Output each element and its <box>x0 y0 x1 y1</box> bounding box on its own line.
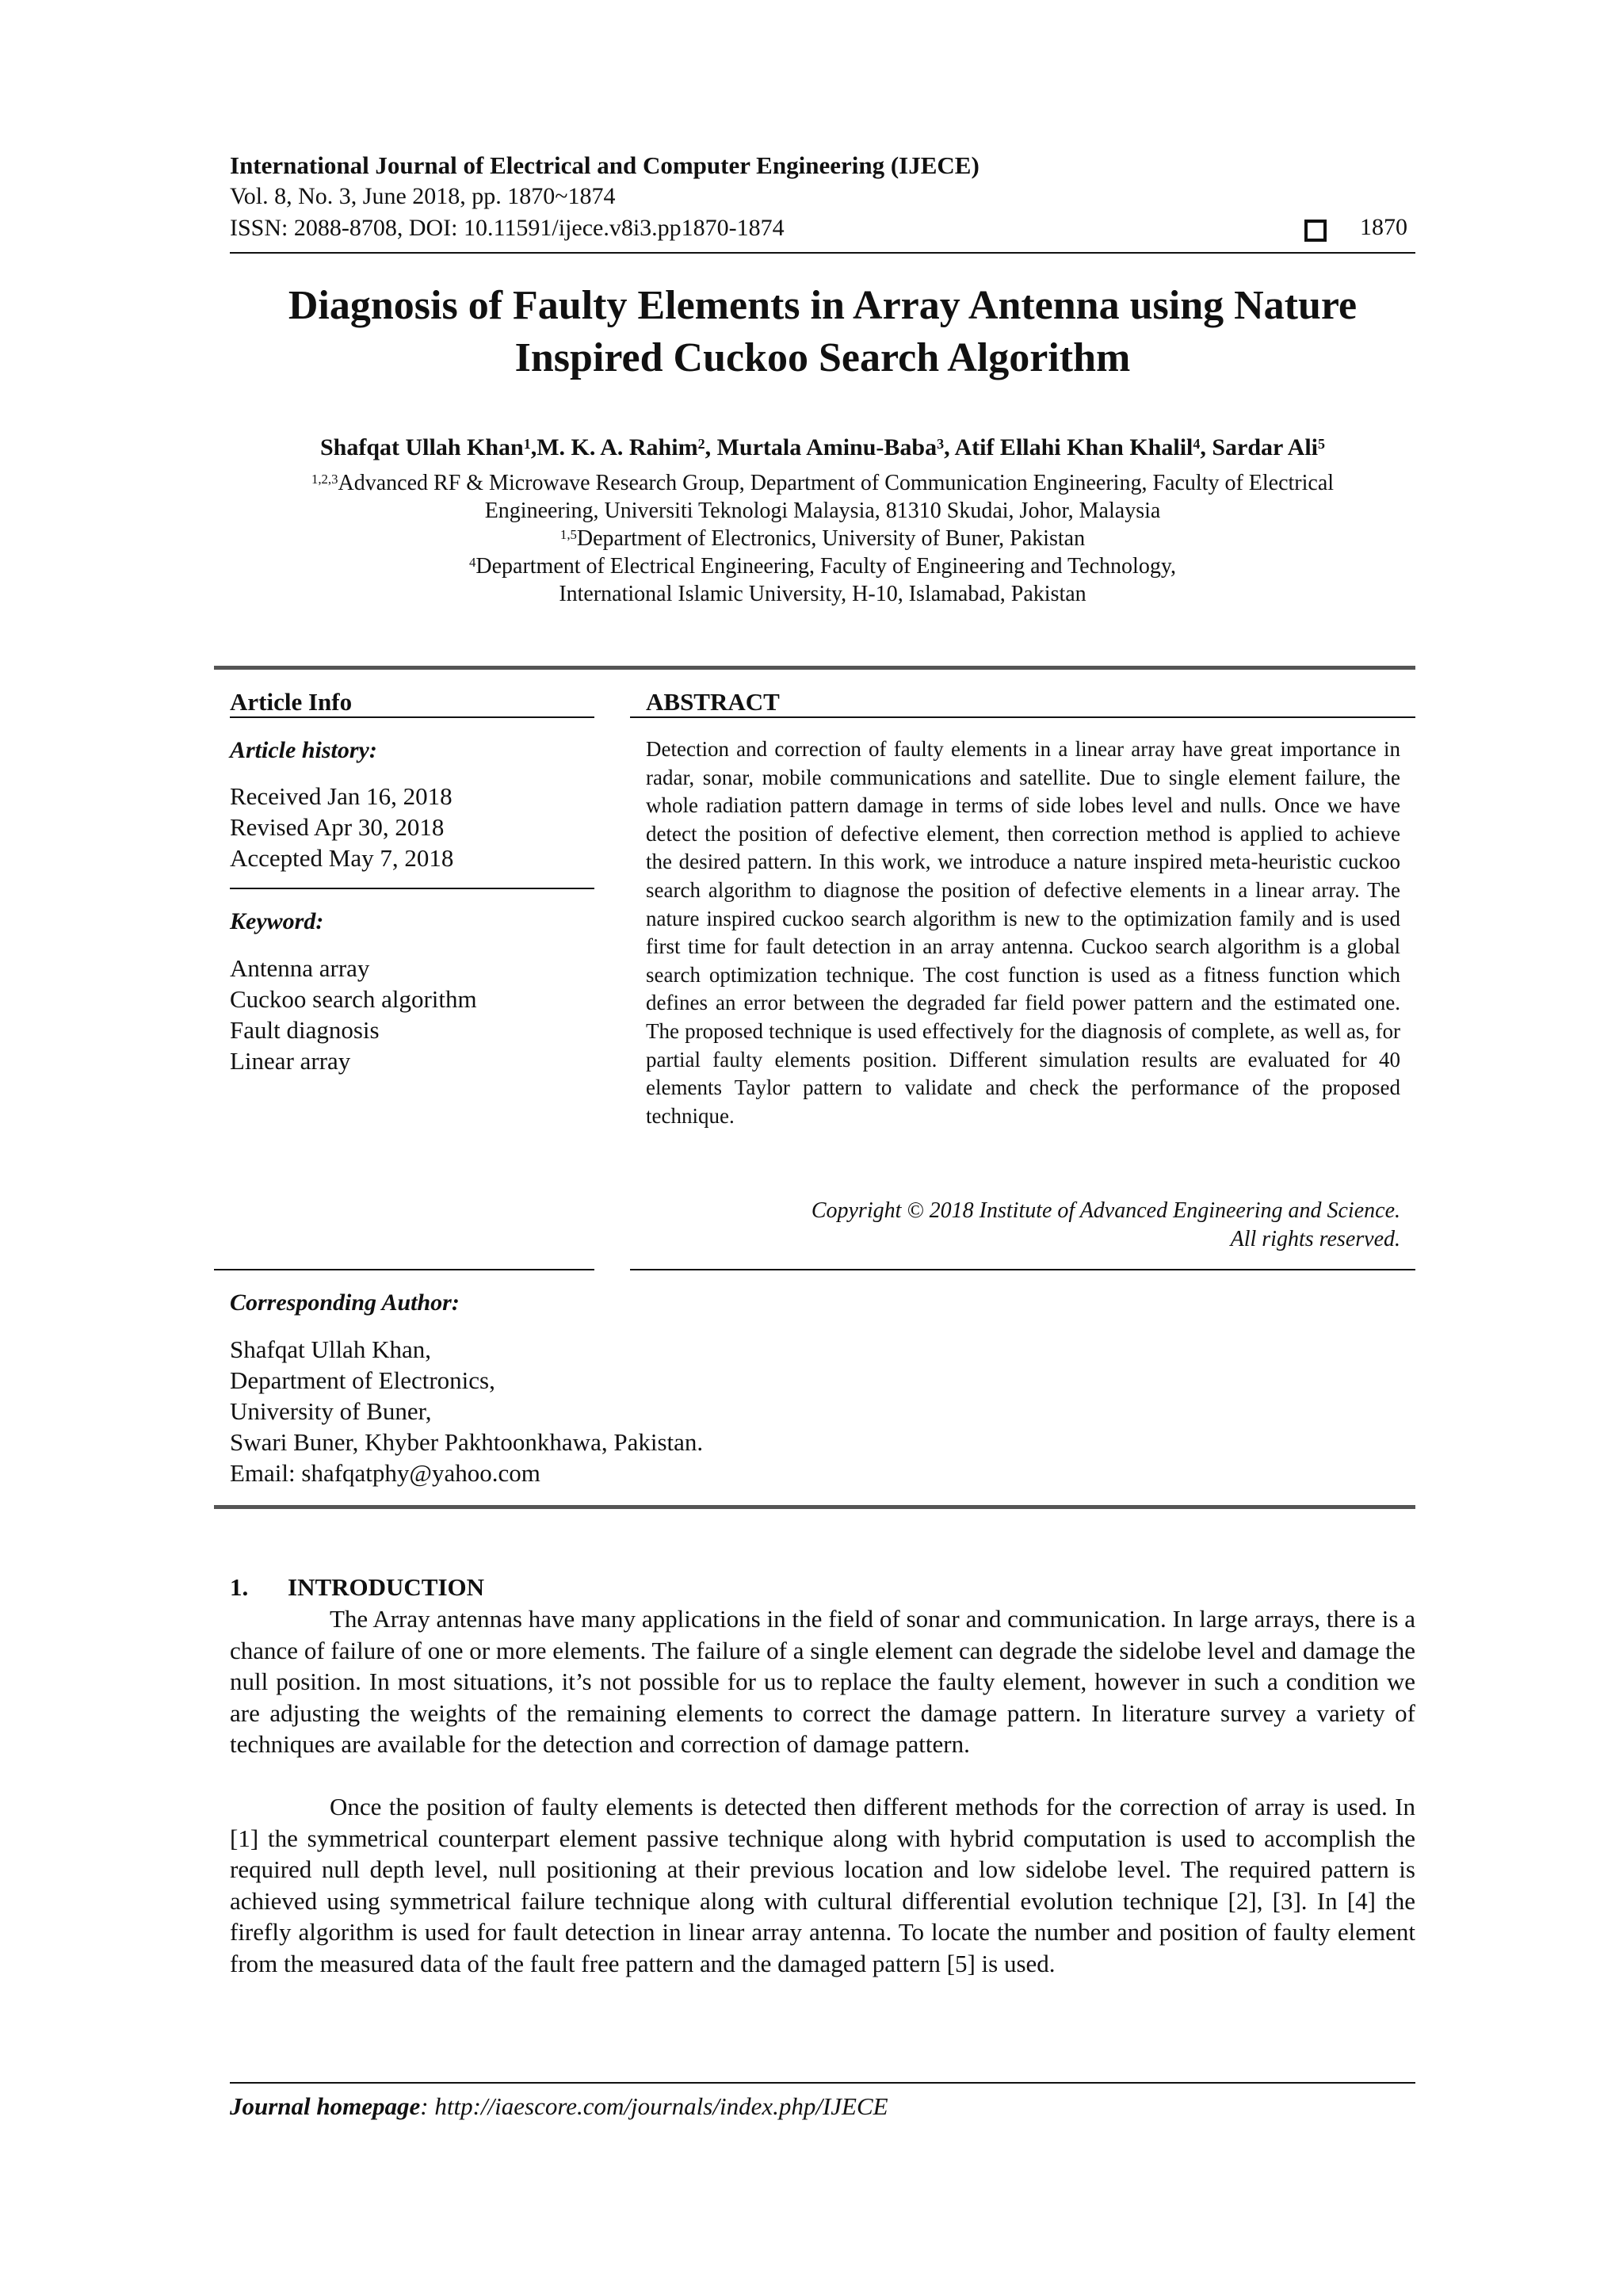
abstract-text: Detection and correction of faulty elements in a linear array have great importance in radar, sonar, mobile communications and satellite. Due to single element failure, the whole radiation pattern damage in terms of side lobes level and nulls. Once we have detect the position of defective element, then correction method is applied to achieve the desired pattern. In this work, we introduce a nature inspired meta-heuristic cuckoo search algorithm to diagnose the position of defective elements in a linear array. The nature inspired cuckoo search algorithm is new to the optimization family and is used first time for fault detection in an array antenna. Cuckoo search algorithm is a global search optimization technique. The cost function is used as a fitness function which defines an error between the degraded far field power pattern and the estimated one. The proposed technique is used effectively for the diagnosis of complete, as well as, for partial faulty elements position. Different simulation results are evaluated for 40 elements Taylor pattern to validate and check the performance of the proposed technique. <box>646 737 1400 1128</box>
author-sup: 5 <box>1318 435 1326 452</box>
affiliation-line: Department of Electronics, University of Buner, Pakistan <box>576 526 1086 551</box>
affiliation-1 <box>190 469 1455 525</box>
author-sup: 4 <box>1193 435 1201 452</box>
author-sup: 3 <box>937 435 945 452</box>
accepted-date: Accepted May 7, 2018 <box>230 844 454 872</box>
affiliation-2 <box>190 525 1455 552</box>
affiliation-sup: 4 <box>468 555 476 571</box>
author-name: Shafqat Ullah Khan, <box>230 1335 431 1363</box>
footer-rule <box>230 2082 1415 2084</box>
header-rule <box>230 252 1415 254</box>
introduction-heading: INTRODUCTION <box>288 1573 485 1601</box>
title-line-2: Inspired Cuckoo Search Algorithm <box>514 335 1131 380</box>
author-list <box>190 434 1455 461</box>
corresponding-author <box>230 1334 1181 1488</box>
article-info-rule <box>230 716 594 718</box>
info-box-bottom-rule <box>214 1505 1415 1509</box>
title-line-1: Diagnosis of Faulty Elements in Array Antenna using Nature <box>288 283 1358 328</box>
keyword-item: Linear array <box>230 1047 351 1075</box>
page-number: 1870 <box>1360 214 1407 240</box>
author-address: Swari Buner, Khyber Pakhtoonkhawa, Pakistan. <box>230 1428 704 1456</box>
affiliation-3 <box>190 552 1455 608</box>
author-name: , Atif Ellahi Khan Khalil <box>944 434 1193 460</box>
author-name: Shafqat Ullah Khan <box>319 434 524 460</box>
author-name: , Sardar Ali <box>1200 434 1319 460</box>
affiliation-sup: 1,5 <box>559 527 577 543</box>
journal-name: International Journal of Electrical and Computer Engineering (IJECE) <box>230 151 980 179</box>
homepage-label: Journal homepage <box>230 2092 421 2120</box>
affiliation-line: Engineering, Universiti Teknologi Malaysia, 81310 Skudai, Johor, Malaysia <box>484 499 1161 523</box>
keyword-item: Antenna array <box>230 954 370 982</box>
affiliation-line: Department of Electrical Engineering, Faculty of Engineering and Technology, <box>475 554 1177 579</box>
article-history-heading: Article history: <box>230 737 377 763</box>
journal-volume: Vol. 8, No. 3, June 2018, pp. 1870~1874 <box>230 183 616 209</box>
author-name: , Murtala Aminu-Baba <box>705 434 938 460</box>
author-department: Department of Electronics, <box>230 1366 495 1394</box>
corresponding-author-heading: Corresponding Author: <box>230 1289 460 1316</box>
author-sup: 1 <box>523 435 531 452</box>
article-history <box>230 781 594 873</box>
copyright-notice <box>646 1197 1400 1254</box>
journal-issn-doi: ISSN: 2088-8708, DOI: 10.11591/ijece.v8i3.pp1870-1874 <box>230 215 785 241</box>
affiliation-line: Advanced RF & Microwave Research Group, Department of Communication Engineering, Faculty of Electrical <box>338 471 1335 495</box>
copyright-line: Copyright © 2018 Institute of Advanced Engineering and Science. <box>811 1198 1400 1223</box>
homepage-link[interactable]: : http://iaescore.com/journals/index.php/IJECE <box>420 2092 888 2120</box>
keyword-item: Cuckoo search algorithm <box>230 985 477 1013</box>
info-top-rule <box>214 666 1415 670</box>
keyword-heading: Keyword: <box>230 908 324 934</box>
introduction-paragraph-2: Once the position of faulty elements is detected then different methods for the correction of array is used. In [1] the symmetrical counterpart element passive technique along with hybrid computation is used to accomplish the required null depth level, null positioning at their previous location and low sidelobe level. The required pattern is achieved using symmetrical failure technique along with cultural differential evolution technique [2], [3]. In [4] the firefly algorithm is used for fault detection in linear array antenna. To locate the number and position of faulty element from the measured data of the fault free pattern and the damaged pattern [5] is used. <box>230 1793 1415 1977</box>
author-university: University of Buner, <box>230 1397 432 1425</box>
author-sup: 2 <box>697 435 705 452</box>
keyword-list <box>230 953 594 1076</box>
affiliation-sup: 1,2,3 <box>311 472 338 487</box>
keyword-item: Fault diagnosis <box>230 1016 380 1044</box>
paper-title <box>190 280 1455 384</box>
rights-line: All rights reserved. <box>1230 1227 1400 1251</box>
affiliation-line: International Islamic University, H-10, Islamabad, Pakistan <box>559 582 1086 606</box>
square-outline-icon <box>1304 220 1327 242</box>
abstract-rule <box>630 716 1415 718</box>
introduction-paragraph-1: The Array antennas have many applications in the field of sonar and communication. In large arrays, there is a chance of failure of one or more elements. The failure of a single element can degrade the sidelobe level and damage the null position. In most situations, it’s not possible for us to replace the faulty element, however in such a condition we are adjusting the weights of the remaining elements to correct the damage pattern. In literature survey a variety of techniques are available for the detection and correction of damage pattern. <box>230 1605 1415 1758</box>
abstract-heading: ABSTRACT <box>646 688 780 716</box>
journal-homepage <box>230 2092 888 2121</box>
article-info-heading: Article Info <box>230 688 353 716</box>
info-bottom-rule-right <box>630 1269 1415 1270</box>
received-date: Received Jan 16, 2018 <box>230 782 453 810</box>
section-number: 1. <box>230 1573 249 1601</box>
author-email: Email: shafqatphy@yahoo.com <box>230 1459 540 1487</box>
info-bottom-rule-left <box>214 1269 594 1270</box>
author-name: ,M. K. A. Rahim <box>530 434 698 460</box>
history-rule <box>230 888 594 889</box>
revised-date: Revised Apr 30, 2018 <box>230 813 445 841</box>
